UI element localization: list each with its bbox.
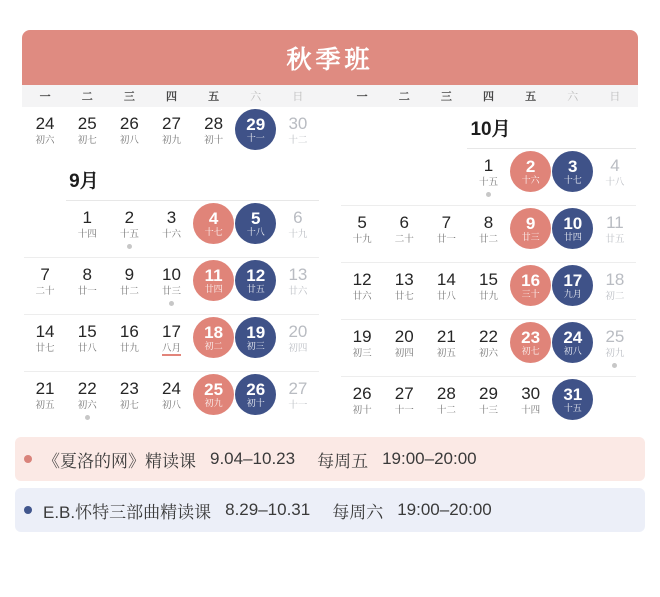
- calendar-week-row: [24, 315, 319, 371]
- date-number: 7: [441, 213, 452, 232]
- lunar-label: 十一: [288, 399, 308, 411]
- saturday-class-circle: [552, 379, 593, 420]
- event-dot-icon: [486, 192, 491, 197]
- weekday-label: 一: [356, 91, 368, 103]
- saturday-class-circle: [552, 208, 593, 249]
- date-number: 30: [288, 114, 308, 133]
- lunar-label: 廿六: [352, 290, 372, 302]
- date-cell: [277, 372, 319, 428]
- date-number: 9: [525, 213, 536, 233]
- date-cell: [150, 107, 192, 163]
- date-number: 15: [479, 270, 498, 289]
- date-number: 28: [436, 384, 456, 403]
- date-cell: [108, 107, 150, 163]
- date-number: 20: [288, 322, 308, 341]
- date-cell: [510, 320, 552, 376]
- course-weekday: 每周五: [317, 451, 369, 471]
- date-number: 14: [35, 322, 55, 341]
- date-number: 27: [394, 384, 414, 403]
- date-number: 25: [605, 327, 625, 346]
- friday-class-circle: [510, 208, 551, 249]
- lunar-label: 十七: [204, 227, 223, 238]
- date-number: 24: [35, 114, 55, 133]
- date-cell: [66, 258, 108, 314]
- lunar-label: 十二: [288, 134, 308, 146]
- date-number: 1: [82, 208, 92, 227]
- date-number: 9: [124, 265, 135, 284]
- lunar-label: 十六: [521, 175, 540, 186]
- date-number: 30: [521, 384, 541, 403]
- date-cell: [467, 320, 509, 376]
- date-cell: [383, 377, 425, 433]
- lunar-label: 初九: [204, 398, 223, 409]
- date-cell: [383, 206, 425, 262]
- date-cell: [24, 258, 66, 314]
- date-number: 22: [479, 327, 498, 346]
- date-cell: [193, 315, 235, 371]
- saturday-class-circle: [552, 151, 593, 192]
- date-cell: [150, 372, 192, 428]
- lunar-label: 初十: [246, 398, 265, 409]
- date-cell: [235, 107, 277, 163]
- date-cell: [467, 263, 509, 319]
- date-cell: [66, 201, 108, 257]
- date-cell: [510, 149, 552, 205]
- lunar-label: 初三: [352, 347, 372, 359]
- course-title: 《夏洛的网》精读课: [43, 451, 196, 471]
- weekday-label: 六: [250, 91, 262, 103]
- date-number: 13: [394, 270, 414, 289]
- lunar-label: 初七: [119, 399, 139, 411]
- lunar-label: 八月: [162, 344, 181, 357]
- date-cell: [467, 149, 509, 205]
- date-cell: [235, 372, 277, 428]
- weekday-label: 日: [609, 91, 621, 103]
- date-number: 21: [35, 379, 55, 398]
- calendar-week-row: [341, 263, 636, 319]
- saturday-class-circle: [235, 374, 276, 415]
- date-number: 19: [352, 327, 372, 346]
- date-cell: [108, 201, 150, 257]
- friday-class-circle: [510, 322, 551, 363]
- lunar-label: 十二: [436, 404, 456, 416]
- date-number: 25: [77, 114, 97, 133]
- course-time: 19:00–20:00: [382, 449, 477, 468]
- date-cell: [24, 315, 66, 371]
- date-number: 16: [521, 270, 541, 290]
- event-dot-icon: [127, 244, 132, 249]
- lunar-label: 十九: [288, 228, 308, 240]
- date-cell: [108, 372, 150, 428]
- date-cell: [66, 107, 108, 163]
- date-cell: [341, 377, 383, 433]
- lunar-label: 二十: [394, 233, 414, 245]
- lunar-label: 二十: [35, 285, 55, 297]
- calendar-week-row: [24, 201, 319, 257]
- lunar-label: 初六: [35, 134, 55, 146]
- date-cell: [193, 258, 235, 314]
- date-number: 24: [162, 379, 181, 398]
- weekday-label: 日: [292, 91, 304, 103]
- date-number: 23: [521, 327, 541, 347]
- date-number: 27: [162, 114, 181, 133]
- date-number: 4: [610, 156, 620, 175]
- lunar-label: 初四: [394, 347, 414, 359]
- date-cell: [594, 149, 636, 205]
- weekday-label: 二: [398, 91, 410, 103]
- calendar-week-row: [341, 206, 636, 262]
- saturday-class-circle: [552, 322, 593, 363]
- date-cell: [24, 107, 66, 163]
- date-number: 21: [436, 327, 456, 346]
- date-number: 16: [119, 322, 139, 341]
- legend-item-friday-course: [15, 437, 645, 481]
- date-number: 1: [483, 156, 494, 175]
- lunar-label: 初五: [436, 347, 456, 359]
- date-number: 28: [204, 114, 224, 133]
- lunar-label: 廿九: [479, 290, 499, 302]
- lunar-label: 初八: [161, 399, 181, 411]
- lunar-label: 廿七: [35, 342, 55, 354]
- lunar-label: 初四: [288, 342, 308, 354]
- date-cell: [552, 149, 594, 205]
- saturday-class-circle: [235, 317, 276, 358]
- lunar-label: 初八: [119, 134, 139, 146]
- lunar-label: 廿五: [246, 284, 265, 295]
- date-cell: [425, 263, 467, 319]
- date-number: 26: [119, 114, 139, 133]
- lunar-label: 初十: [352, 404, 372, 416]
- calendar-week-row: [24, 107, 319, 163]
- date-number: 13: [288, 265, 308, 284]
- lunar-label: 初六: [77, 399, 97, 411]
- date-number: 18: [605, 270, 625, 289]
- date-number: 5: [357, 213, 367, 232]
- legend-item-saturday-course: [15, 488, 645, 532]
- lunar-label: 初三: [246, 341, 265, 352]
- lunar-label: 初二: [204, 341, 223, 352]
- lunar-label: 廿四: [563, 232, 582, 243]
- lunar-label: 初十: [204, 134, 224, 146]
- lunar-label: 初二: [605, 290, 625, 302]
- date-number: 6: [399, 213, 409, 232]
- calendar-september: [24, 107, 319, 433]
- friday-class-circle: [193, 374, 234, 415]
- date-cell: [235, 258, 277, 314]
- lunar-label: 初六: [479, 347, 499, 359]
- saturday-class-circle: [235, 260, 276, 301]
- month-label: 9月: [69, 171, 99, 192]
- friday-class-circle: [193, 260, 234, 301]
- lunar-label: 十八: [246, 227, 265, 238]
- date-cell: [235, 315, 277, 371]
- date-number: 3: [568, 156, 578, 176]
- friday-class-circle: [510, 151, 551, 192]
- lunar-label: 十五: [479, 176, 499, 188]
- pink-dot-icon: [24, 455, 32, 463]
- date-cell: [425, 320, 467, 376]
- date-cell: [467, 206, 509, 262]
- date-cell: [341, 263, 383, 319]
- date-cell: [341, 206, 383, 262]
- date-number: 11: [606, 213, 624, 232]
- date-number: 2: [525, 156, 536, 176]
- date-number: 8: [483, 213, 494, 232]
- date-cell: [552, 320, 594, 376]
- lunar-label: 初七: [521, 346, 540, 357]
- date-cell: [277, 258, 319, 314]
- date-cell: [552, 377, 594, 433]
- date-cell: [467, 377, 509, 433]
- schedule-card: [22, 30, 638, 433]
- date-number: 19: [246, 322, 266, 342]
- calendar-body: [22, 107, 638, 433]
- weekday-header-right: [341, 85, 636, 107]
- event-dot-icon: [85, 415, 90, 420]
- date-cell: [108, 258, 150, 314]
- weekday-label: 二: [81, 91, 93, 103]
- friday-class-circle: [193, 203, 234, 244]
- friday-class-circle: [193, 317, 234, 358]
- legend: [15, 437, 645, 532]
- lunar-label: 廿六: [288, 285, 308, 297]
- banner-title: 秋季班: [286, 45, 374, 74]
- banner: [22, 30, 638, 85]
- lunar-label: 廿一: [77, 285, 97, 297]
- date-cell: [193, 201, 235, 257]
- calendar-october: [341, 107, 636, 433]
- lunar-label: 三十: [521, 289, 540, 300]
- event-dot-icon: [612, 363, 617, 368]
- date-cell: [425, 206, 467, 262]
- lunar-label: 十九: [352, 233, 372, 245]
- date-number: 7: [40, 265, 50, 284]
- weekday-label: 五: [208, 91, 220, 103]
- lunar-label: 初五: [35, 399, 55, 411]
- weekday-header-bar: [22, 85, 638, 107]
- lunar-label: 廿八: [77, 342, 97, 354]
- lunar-label: 十一: [394, 404, 414, 416]
- date-cell: [66, 315, 108, 371]
- weekday-label: 一: [39, 91, 51, 103]
- date-number: 25: [204, 379, 224, 399]
- lunar-label: 十五: [119, 228, 139, 240]
- lunar-label: 十四: [77, 228, 97, 240]
- calendar-week-row: [341, 320, 636, 376]
- date-cell: [510, 377, 552, 433]
- date-number: 6: [293, 208, 303, 227]
- date-cell: [510, 206, 552, 262]
- saturday-class-circle: [235, 203, 276, 244]
- date-number: 31: [563, 384, 583, 404]
- date-number: 22: [77, 379, 97, 398]
- date-cell: [425, 377, 467, 433]
- lunar-label: 十六: [161, 228, 181, 240]
- date-cell: [150, 201, 192, 257]
- lunar-label: 廿三: [161, 285, 181, 297]
- lunar-label: 廿二: [479, 233, 499, 245]
- saturday-class-circle: [552, 265, 593, 306]
- lunar-label: 十三: [479, 404, 499, 416]
- date-cell: [277, 315, 319, 371]
- date-number: 17: [563, 270, 583, 290]
- lunar-label: 廿七: [394, 290, 414, 302]
- course-dates: 8.29–10.31: [225, 500, 311, 519]
- lunar-label: 廿四: [204, 284, 223, 295]
- weekday-label: 四: [483, 91, 494, 103]
- date-number: 11: [204, 265, 223, 285]
- date-number: 26: [246, 379, 266, 399]
- saturday-class-circle: [235, 109, 276, 150]
- date-number: 24: [563, 327, 583, 347]
- date-number: 14: [436, 270, 456, 289]
- date-cell: [510, 263, 552, 319]
- lunar-label: 廿二: [119, 285, 139, 297]
- date-number: 2: [124, 208, 135, 227]
- calendar-week-row: [341, 149, 636, 205]
- date-number: 4: [208, 208, 219, 228]
- calendar-week-row: [24, 258, 319, 314]
- date-number: 12: [246, 265, 266, 285]
- lunar-label: 廿五: [605, 233, 625, 245]
- lunar-label: 十五: [563, 403, 582, 414]
- date-cell: [66, 372, 108, 428]
- course-time: 19:00–20:00: [397, 500, 492, 519]
- weekday-label: 五: [525, 91, 537, 103]
- friday-class-circle: [510, 265, 551, 306]
- date-number: 17: [162, 322, 181, 341]
- date-number: 20: [394, 327, 414, 346]
- date-cell: [193, 372, 235, 428]
- date-cell: [277, 107, 319, 163]
- date-number: 26: [352, 384, 372, 403]
- date-cell: [552, 263, 594, 319]
- weekday-header-left: [24, 85, 319, 107]
- weekday-label: 三: [440, 91, 452, 103]
- lunar-label: 廿一: [436, 233, 456, 245]
- date-cell: [24, 372, 66, 428]
- lunar-label: 九月: [563, 289, 582, 300]
- lunar-label: 十八: [605, 176, 625, 188]
- date-number: 10: [162, 265, 181, 284]
- lunar-label: 初九: [605, 347, 625, 359]
- date-number: 23: [119, 379, 139, 398]
- date-cell: [594, 206, 636, 262]
- date-cell: [277, 201, 319, 257]
- lunar-label: 初七: [77, 134, 97, 146]
- date-cell: [594, 320, 636, 376]
- course-title: E.B.怀特三部曲精读课: [43, 502, 212, 522]
- date-cell: [193, 107, 235, 163]
- date-number: 29: [479, 384, 498, 403]
- date-cell: [383, 320, 425, 376]
- date-cell: [552, 206, 594, 262]
- date-number: 12: [352, 270, 372, 289]
- weekday-label: 四: [165, 91, 177, 103]
- date-number: 18: [204, 322, 224, 342]
- date-cell: [235, 201, 277, 257]
- lunar-label: 十四: [521, 404, 541, 416]
- lunar-label: 十一: [246, 133, 265, 144]
- date-cell: [383, 263, 425, 319]
- calendar-week-row: [24, 372, 319, 428]
- date-cell: [108, 315, 150, 371]
- date-number: 3: [166, 208, 177, 227]
- blue-dot-icon: [24, 506, 32, 514]
- date-number: 27: [288, 379, 308, 398]
- lunar-label: 廿三: [521, 232, 540, 243]
- event-dot-icon: [169, 301, 174, 306]
- month-label: 10月: [470, 119, 511, 140]
- lunar-label: 十七: [563, 175, 582, 186]
- date-cell: [341, 320, 383, 376]
- date-number: 29: [246, 114, 266, 134]
- course-dates: 9.04–10.23: [210, 449, 296, 468]
- date-number: 10: [563, 213, 583, 233]
- date-number: 5: [251, 208, 261, 228]
- lunar-label: 廿八: [436, 290, 456, 302]
- calendar-week-row: [341, 377, 636, 433]
- date-number: 8: [82, 265, 92, 284]
- date-cell: [594, 263, 636, 319]
- date-number: 15: [77, 322, 97, 341]
- lunar-label: 初八: [563, 346, 582, 357]
- lunar-label: 廿九: [119, 342, 139, 354]
- weekday-label: 三: [123, 91, 135, 103]
- weekday-label: 六: [567, 91, 579, 103]
- date-cell: [150, 315, 192, 371]
- course-weekday: 每周六: [332, 502, 384, 522]
- lunar-label: 初九: [161, 134, 181, 146]
- date-cell: [150, 258, 192, 314]
